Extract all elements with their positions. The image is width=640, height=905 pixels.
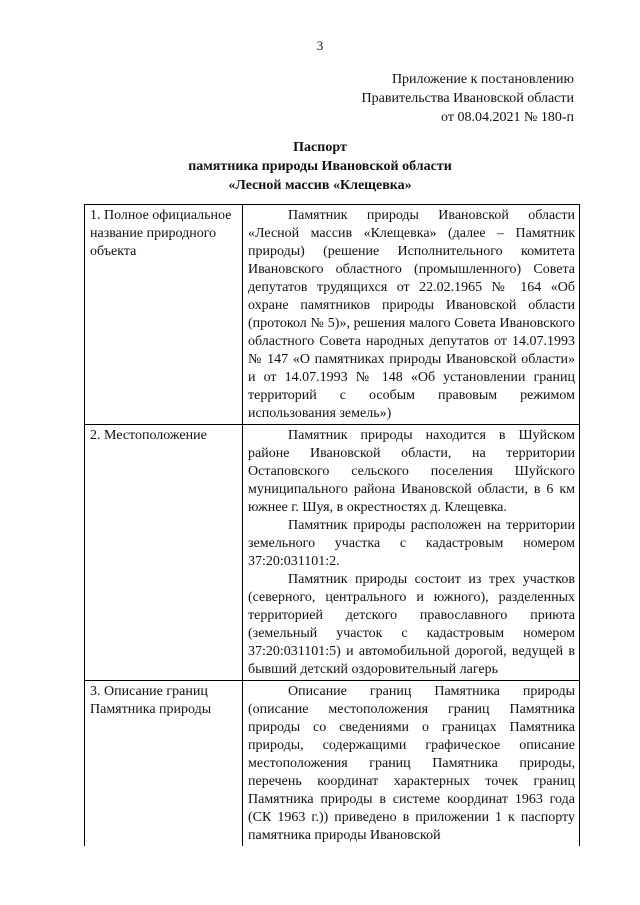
title-line-2: памятника природы Ивановской области <box>188 159 452 174</box>
row-label: 3. Описание границ Памятника природы <box>85 681 243 847</box>
paragraph: Памятник природы Ивановской области «Лесной массив «Клещевка» (далее – Памятник природы) (решение Исполнительного комитета Ивановского областного (промышленного) Совета депутатов трудящихся от 22.02.1965 № 164 «Об охране памятников природы Ивановской области (протокол № 5)», решения малого Совета Ивановского областного Совета народных депутатов от 14.07.1993 № 147 «О памятниках природы Ивановской области» и от 14.07.1993 № 148 «Об установлении границ территорий с особым правовым режимом использования земель») <box>248 208 575 421</box>
paragraph: Описание границ Памятника природы (описание местоположения границ Памятника природы со сведениями о границах Памятника природы, содержащими графическое описание местоположения границ Памятника природы, перечень координат характерных точек границ Памятника природы в системе координат 1963 года (СК 1963 г.)) приведено в приложении 1 к паспорту памятника природы Ивановской <box>248 684 575 843</box>
paragraph: Памятник природы состоит из трех участков (северного, центрального и южного), разделенных территорией детского православного приюта (земельный участок с кадастровым номером 37:20:031101:5) и автомобильной дорогой, ведущей в бывший детский оздоровительный лагерь <box>248 572 575 677</box>
row-label: 1. Полное официальное название природного объекта <box>85 205 243 425</box>
page-number: 3 <box>316 38 324 53</box>
paragraph: Памятник природы расположен на территории земельного участка с кадастровым номером 37:20:031101:2. <box>248 518 575 569</box>
table-row <box>85 425 580 681</box>
appendix-line-3: от 08.04.2021 № 180-п <box>441 110 574 125</box>
appendix-line-2: Правительства Ивановской области <box>361 91 574 106</box>
title-line-1: Паспорт <box>293 140 347 155</box>
appendix-line-1: Приложение к постановлению <box>391 72 574 87</box>
row-content <box>243 425 580 681</box>
row-label: 2. Местоположение <box>85 425 243 681</box>
document-title <box>0 138 640 195</box>
table-row <box>85 681 580 847</box>
table-row <box>85 205 580 425</box>
paragraph: Памятник природы находится в Шуйском районе Ивановской области, на территории Остаповского сельского поселения Шуйского муниципального района Ивановской области, в 6 км южнее г. Шуя, в окрестностях д. Клещевка. <box>248 428 575 515</box>
title-line-3: «Лесной массив «Клещевка» <box>228 178 412 193</box>
row-content <box>243 205 580 425</box>
passport-table <box>84 204 580 846</box>
row-content <box>243 681 580 847</box>
appendix-header <box>362 70 574 127</box>
